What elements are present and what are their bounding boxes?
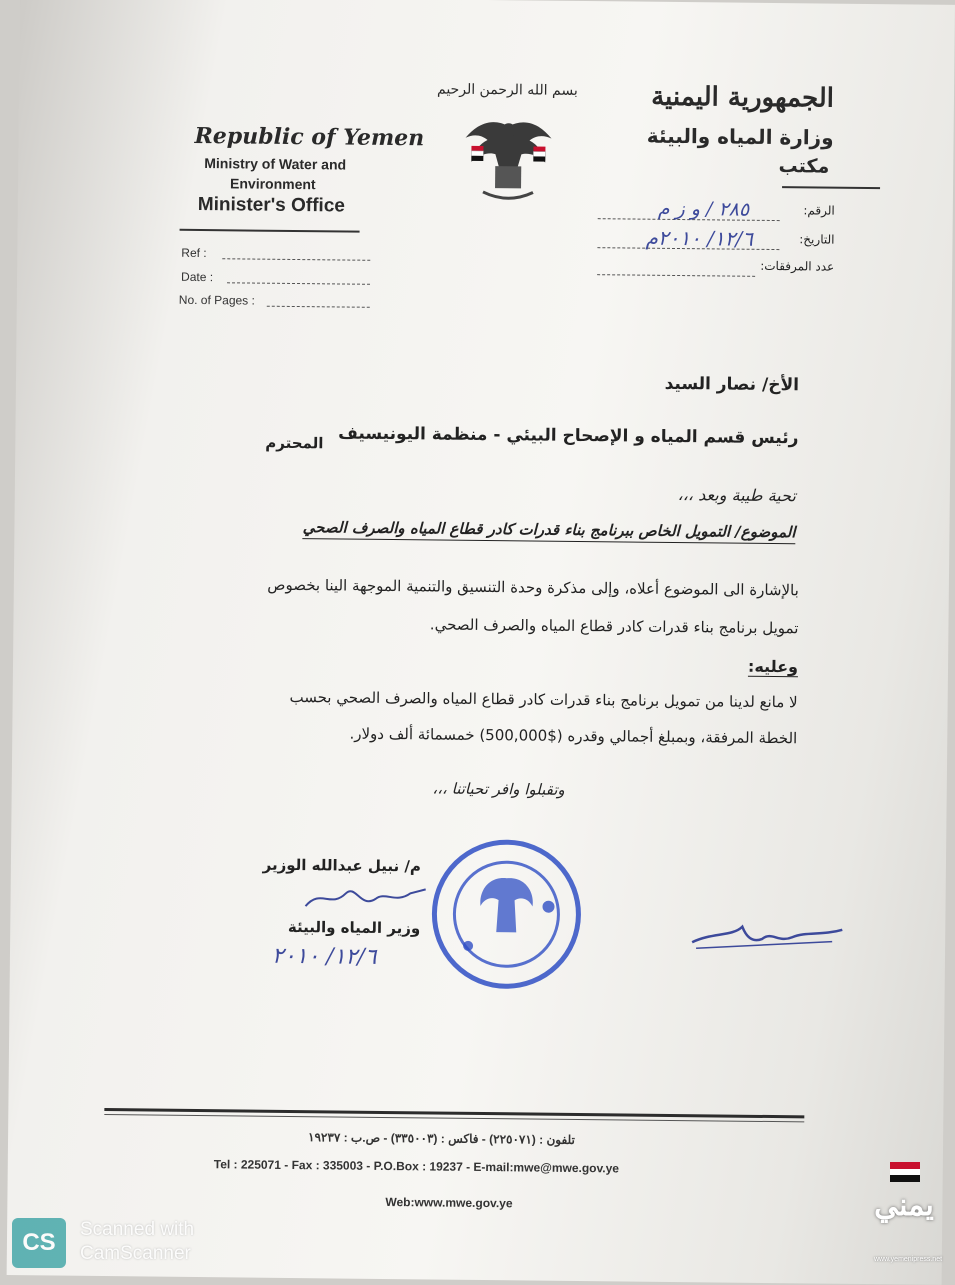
en-environment-line: Environment [229,175,316,193]
date-line [227,282,370,284]
ar-office-title: مكتب [778,155,830,178]
paragraph-1-line-1: بالإشارة الى الموضوع أعلاه، وإلى مذكرة وحدة التنسيق والتنمية الموجهة الينا بخصوص [267,575,799,600]
ar-date-handwritten: ١٢/٦/ ٢٠١٠م [645,225,754,251]
footer-website: Web:www.mwe.gov.ye [385,1194,513,1211]
eagle-emblem-icon [443,108,574,209]
ar-country-title: الجمهورية اليمنية [651,81,835,114]
greeting: تحية طيبة وبعد ،،، [677,485,796,506]
cs-badge-text: CS [22,1229,56,1256]
ref-label: Ref : [181,245,207,261]
yemen-flag-icon [890,1162,920,1182]
site-url: www.yemenipress.net [873,1256,943,1263]
pages-label: No. of Pages : [178,292,255,308]
subject-line: الموضوع/ التمويل الخاص ببرنامج بناء قدرات كادر قطاع المياه والصرف الصحي [303,518,796,544]
camscanner-badge [12,1218,66,1268]
handwritten-date: ١٢/٦/ ٢٠١٠ [271,943,377,970]
honorific: المحترم [265,433,324,453]
paragraph-2-line-2: الخطة المرفقة، وبمبلغ أجمالي وقدره ($500,000) خمسمائة ألف دولار. [349,724,798,748]
ar-ministry-title: وزارة المياه والبيئة [646,123,834,150]
footer-contacts: Tel : 225071 - Fax : 335003 - P.O.Box : 19237 - E-mail:mwe@mwe.gov.ye [213,1157,620,1176]
therefore-heading: وعليه: [747,656,799,677]
site-logo-text: يمني [874,1188,934,1223]
camscanner-watermark: Scanned with CamScanner [80,1219,195,1264]
handwritten-signature-icon [300,878,430,919]
date-label: Date : [181,269,214,285]
salutation: الأخ/ نصار السيد [664,373,800,396]
ref-line [222,258,370,261]
paragraph-2-line-1: لا مانع لدينا من تمويل برنامج بناء قدرات كادر قطاع المياه والصرف الصحي بحسب [289,687,798,712]
paragraph-1-line-2: تمويل برنامج بناء قدرات كادر قطاع المياه والصرف الصحي. [429,615,799,638]
ar-number-label: الرقم: [803,203,835,218]
ar-date-label: التاريخ: [799,232,835,247]
ar-number-handwritten: ٢٨٥ / و ز م [657,197,750,221]
closing: وتقبلوا وافر تحياتنا ،،، [432,779,565,799]
basmala: بسم الله الرحمن الرحيم [436,81,578,99]
recipient-title: رئيس قسم المياه و الإصحاح البيئي - منظمة اليونيسيف [338,423,799,449]
site-logo [862,1152,942,1272]
ar-header-rule [782,186,880,189]
en-office-title: Minister's Office [197,193,346,217]
signatory-name: م/ نبيل عبدالله الوزير [262,855,422,876]
en-country-title: Republic of Yemen [194,122,425,152]
ar-attachments-label: عدد المرفقات: [760,258,835,274]
official-stamp-icon [428,835,586,993]
initials-signature-icon [682,912,853,964]
pages-line [267,306,370,308]
en-header-rule [180,229,360,233]
ar-attachments-line [597,274,755,277]
letter-page [7,0,955,1285]
en-ministry-line: Ministry of Water and [204,155,347,173]
footer-arabic-contacts: تلفون : (٢٢٥٠٧١) - فاكس : (٣٣٥٠٠٣) - ص.ب : ١٩٢٣٧ [308,1130,575,1147]
signatory-title: وزير المياه والبيئة [287,917,421,938]
